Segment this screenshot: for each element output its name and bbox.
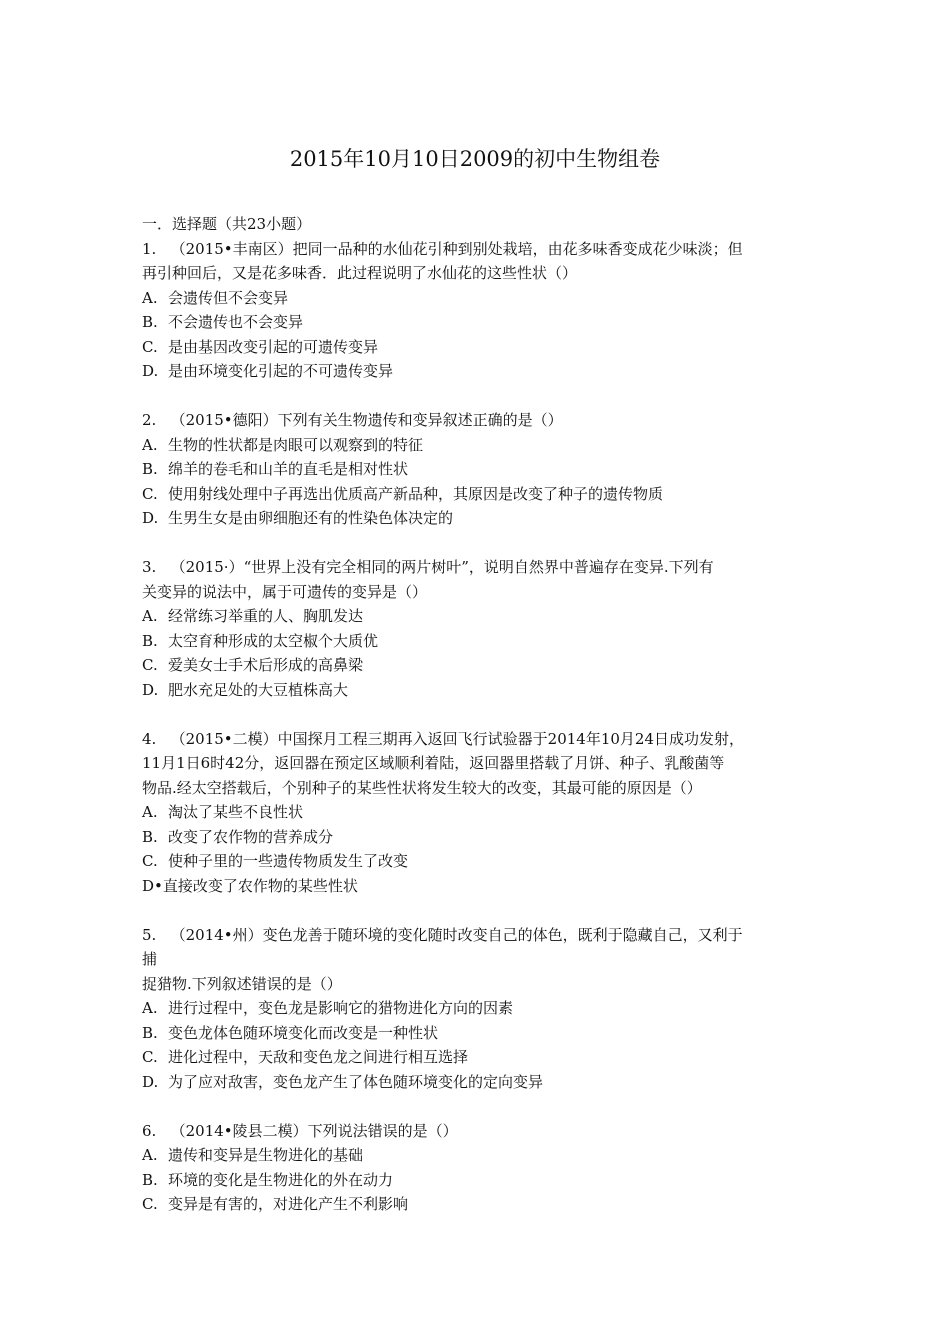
question-3 [142,555,812,702]
option-a[interactable]: A. 经常练习举重的人、胸肌发达 [142,607,364,625]
option-a[interactable]: A. 会遗传但不会变异 [142,288,289,307]
question-stem-line: 6. （2014•陵县二模）下列说法错误的是（） [142,1121,458,1140]
option-b[interactable]: B. 不会遗传也不会变异 [142,313,304,331]
option-a[interactable]: A. 遗传和变异是生物进化的基础 [142,1146,364,1164]
option-d[interactable]: D. 是由环境变化引起的不可遗传变异 [142,362,394,380]
option-b[interactable]: B. 变色龙体色随环境变化而改变是一种性状 [142,1023,439,1042]
section-heading: 一．选择题（共23小题） [142,215,312,233]
question-stem-line: 2. （2015•德阳）下列有关生物遗传和变异叙述正确的是（） [142,411,563,429]
option-c[interactable]: C. 使种子里的一些遗传物质发生了改变 [142,852,409,870]
option-a[interactable]: A. 淘汰了某些不良性状 [142,803,304,821]
option-c[interactable]: C. 是由基因改变引起的可遗传变异 [142,337,379,356]
document-body [142,212,812,1217]
question-stem-line: 关变异的说法中，属于可遗传的变异是（） [142,582,428,601]
option-d[interactable]: D. 为了应对敌害，变色龙产生了体色随环境变化的定向变异 [142,1072,544,1091]
question-5 [142,923,812,1095]
option-c[interactable]: C. 变异是有害的，对进化产生不利影响 [142,1195,409,1213]
question-stem-line: 捕 [142,950,158,968]
option-a[interactable]: A. 生物的性状都是肉眼可以观察到的特征 [142,435,424,454]
option-d[interactable]: D. 肥水充足处的大豆植株高大 [142,680,349,699]
option-b[interactable]: B. 绵羊的卷毛和山羊的直毛是相对性状 [142,460,409,478]
option-c[interactable]: C. 爱美女士手术后形成的高鼻梁 [142,656,364,674]
question-stem-line: 再引种回后，又是花多味香．此过程说明了水仙花的这些性状（） [142,264,578,282]
question-6 [142,1119,812,1217]
option-c[interactable]: C. 进化过程中，天敌和变色龙之间进行相互选择 [142,1048,469,1066]
question-stem-line: 捉猎物.下列叙述错误的是（） [142,974,342,993]
question-stem-line: 5. （2014•州）变色龙善于随环境的变化随时改变自己的体色，既利于隐藏自己，又利于 [142,925,743,944]
question-4 [142,727,812,899]
question-stem-line: 物品.经太空搭载后，个别种子的某些性状将发生较大的改变，其最可能的原因是（） [142,778,702,797]
question-stem-line: 11月1日6时42分，返回器在预定区域顺利着陆，返回器里搭载了月饼、种子、乳酸菌等 [142,754,725,772]
option-d[interactable]: D. 生男生女是由卵细胞还有的性染色体决定的 [142,509,454,527]
option-b[interactable]: B. 改变了农作物的营养成分 [142,827,334,846]
option-d[interactable]: D•直接改变了农作物的某些性状 [142,876,358,895]
question-stem-line: 4. （2015•二模）中国探月工程三期再入返回飞行试验器于2014年10月24日成功发射， [142,729,744,748]
page-title: 2015年10月10日2009的初中生物组卷 [289,147,661,171]
question-1 [142,237,812,384]
option-c[interactable]: C. 使用射线处理中子再选出优质高产新品种，其原因是改变了种子的遗传物质 [142,484,664,503]
question-stem-line: 3. （2015·）“世界上没有完全相同的两片树叶”，说明自然界中普遍存在变异.下列有 [142,558,714,576]
question-stem-line: 1. （2015•丰南区）把同一品种的水仙花引种到别处栽培，由花多味香变成花少味淡；但 [142,239,743,258]
option-a[interactable]: A. 进行过程中，变色龙是影响它的猎物进化方向的因素 [142,999,514,1017]
option-b[interactable]: B. 太空育种形成的太空椒个大质优 [142,631,379,650]
question-2 [142,408,812,531]
option-b[interactable]: B. 环境的变化是生物进化的外在动力 [142,1170,394,1189]
